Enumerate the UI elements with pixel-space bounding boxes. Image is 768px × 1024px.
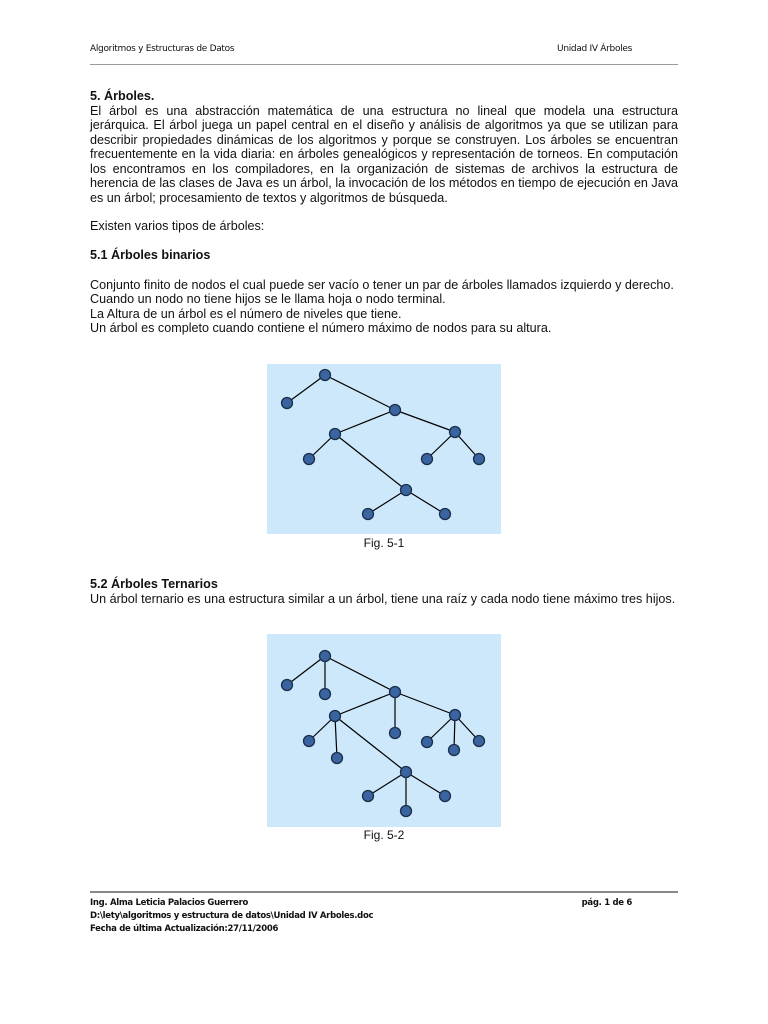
section-5-1-title: 5.1 Árboles binarios xyxy=(90,248,211,262)
ternary-tree-figure xyxy=(267,634,501,827)
tree-node xyxy=(282,680,293,691)
tree-edge xyxy=(335,434,406,490)
tree-node xyxy=(304,736,315,747)
tree-node xyxy=(390,405,401,416)
binary-tree-figure xyxy=(267,364,501,534)
footer-divider xyxy=(90,891,678,893)
page-header xyxy=(90,44,678,64)
tree-node xyxy=(440,509,451,520)
section-5-2 xyxy=(90,577,678,606)
tree-node xyxy=(401,767,412,778)
section-5-2-title: 5.2 Árboles Ternarios xyxy=(90,577,218,591)
tree-edge xyxy=(287,375,325,403)
header-course: Algoritmos y Estructuras de Datos xyxy=(90,44,235,54)
tree-edge xyxy=(406,490,445,514)
binary-def-line: Cuando un nodo no tiene hijos se le llama hoja o nodo terminal. xyxy=(90,292,446,306)
tree-node xyxy=(332,753,343,764)
tree-edge xyxy=(335,410,395,434)
section-5-title: 5. Árboles. xyxy=(90,89,155,103)
tree-edge xyxy=(335,692,395,716)
tree-node xyxy=(390,728,401,739)
header-divider xyxy=(90,64,678,65)
figure-caption: Fig. 5-2 xyxy=(363,828,405,842)
tree-node xyxy=(401,485,412,496)
section-5 xyxy=(90,89,678,234)
tree-node xyxy=(474,736,485,747)
tree-edge xyxy=(325,375,395,410)
tree-node xyxy=(363,509,374,520)
tree-edge xyxy=(287,656,325,685)
tree-edge xyxy=(325,656,395,692)
tree-edge xyxy=(368,772,406,796)
binary-tree-diagram xyxy=(267,364,501,534)
ternary-def: Un árbol ternario es una estructura similar a un árbol, tiene una raíz y cada nodo tiene máximo tres hijos. xyxy=(90,591,676,606)
header-unit: Unidad IV Árboles xyxy=(557,44,632,54)
tree-node xyxy=(282,398,293,409)
tree-node xyxy=(449,745,460,756)
tree-node xyxy=(422,737,433,748)
page-number: pág. 1 de 6 xyxy=(581,898,632,908)
tree-node xyxy=(330,429,341,440)
figure-caption: Fig. 5-1 xyxy=(363,536,405,550)
tree-node xyxy=(330,711,341,722)
tree-node xyxy=(320,651,331,662)
binary-def-line: Un árbol es completo cuando contiene el número máximo de nodos para su altura. xyxy=(90,321,552,335)
tree-node xyxy=(304,454,315,465)
footer-file-path: D:\lety\algoritmos y estructura de datos\Unidad IV Arboles.doc xyxy=(90,911,374,921)
footer-author: Ing. Alma Leticia Palacios Guerrero xyxy=(90,898,249,908)
tree-edge xyxy=(395,410,455,432)
tree-node xyxy=(450,427,461,438)
tree-edge xyxy=(395,692,455,715)
tree-node xyxy=(474,454,485,465)
section-5-1 xyxy=(90,248,678,336)
tree-node xyxy=(450,710,461,721)
tree-edge xyxy=(335,716,337,758)
tree-node xyxy=(320,370,331,381)
footer-updated-date: Fecha de última Actualización:27/11/2006 xyxy=(90,924,279,934)
tree-node xyxy=(363,791,374,802)
binary-def-line: Conjunto finito de nodos el cual puede ser vacío o tener un par de árboles llamados izquierdo y derecho. xyxy=(90,277,674,292)
tree-node xyxy=(401,806,412,817)
binary-def-line: La Altura de un árbol es el número de niveles que tiene. xyxy=(90,306,402,321)
tree-edge xyxy=(368,490,406,514)
tree-node xyxy=(390,687,401,698)
tree-node xyxy=(440,791,451,802)
section-5-paragraph: El árbol es una abstracción matemática de una estructura no lineal que modela una estructura jerárquica. El árbol juega un papel central en el diseño y análisis de algoritmos ya que se utilizan para describir propiedades dinámicas de los algoritmos y porque se construyen. Los árboles se encuentran frecuentemente en la vida diaria: en árboles genealógicos y representación de torneos. En computación los encontramos en los compiladores, en la organización de sistemas de archivos la estructura de herencia de las clases de Java es un árbol, la invocación de los métodos en tiempo de ejecución en Java es un árbol; procesamiento de textos y algoritmos de búsqueda. xyxy=(90,103,678,205)
ternary-tree-diagram xyxy=(267,634,501,827)
tree-node xyxy=(320,689,331,700)
page-footer xyxy=(90,897,678,936)
tree-node xyxy=(422,454,433,465)
types-intro: Existen varios tipos de árboles: xyxy=(90,219,265,233)
tree-edge xyxy=(406,772,445,796)
